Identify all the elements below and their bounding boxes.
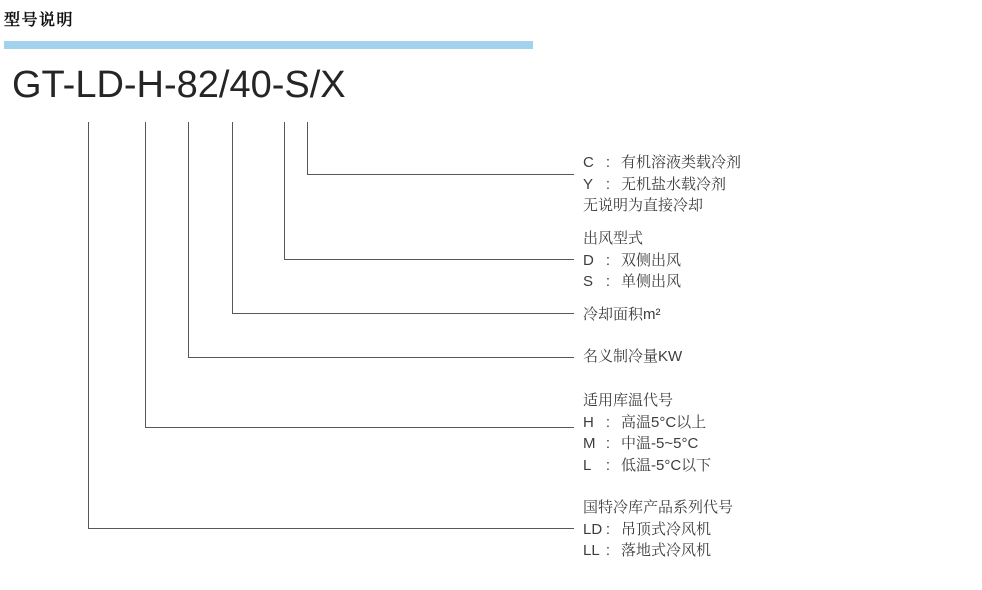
- legend-row: [583, 519, 733, 541]
- legend-series-code: [583, 497, 733, 562]
- code-label: LL: [583, 542, 600, 559]
- code-description: 有机溶液类载冷剂: [621, 154, 742, 171]
- page-title: 型号说明: [4, 12, 75, 29]
- legend-row: [583, 152, 741, 174]
- model-number: GT-LD-H-82/40-S/X: [12, 64, 346, 106]
- colon-separator: :: [605, 542, 611, 559]
- colon-separator: :: [605, 456, 611, 474]
- legend-label: 冷却面积m²: [583, 306, 661, 323]
- legend-air-outlet: [583, 228, 681, 293]
- colon-separator: :: [605, 154, 611, 171]
- code-description: 中温-5~5°C: [621, 435, 699, 452]
- legend-group-title: 适用库温代号: [583, 392, 674, 409]
- code-label: M: [583, 435, 596, 452]
- colon-separator: :: [605, 175, 611, 193]
- legend-coolant-type: [583, 152, 741, 217]
- legend-row: [583, 412, 711, 434]
- code-label: S: [583, 273, 594, 290]
- title-underline-bar: [4, 41, 533, 49]
- connector-line-coolant: [307, 122, 574, 175]
- colon-separator: :: [605, 435, 611, 452]
- code-description: 落地式冷风机: [621, 542, 712, 559]
- code-label: Y: [583, 175, 594, 193]
- legend-row: [583, 250, 681, 272]
- code-label: C: [583, 154, 594, 171]
- colon-separator: :: [605, 413, 611, 431]
- code-description: 无机盐水载冷剂: [621, 175, 727, 193]
- legend-cooling-capacity: [583, 346, 682, 368]
- code-label: D: [583, 251, 594, 269]
- colon-separator: :: [605, 273, 611, 290]
- code-description: 单侧出风: [621, 273, 682, 290]
- legend-row: [583, 455, 711, 477]
- colon-separator: :: [605, 251, 611, 269]
- legend-row: [583, 540, 733, 562]
- legend-cooling-area: [583, 304, 661, 326]
- code-label: LD: [583, 520, 603, 538]
- code-description: 低温-5°C以下: [621, 456, 712, 474]
- legend-row: [583, 174, 741, 196]
- legend-temp-code: [583, 390, 711, 476]
- legend-group-title: 出风型式: [583, 230, 644, 247]
- code-label: L: [583, 456, 592, 474]
- legend-row: [583, 433, 711, 455]
- legend-row: [583, 271, 681, 293]
- legend-note: 无说明为直接冷却: [583, 197, 704, 214]
- legend-label: 名义制冷量KW: [583, 348, 683, 365]
- code-description: 双侧出风: [621, 251, 682, 269]
- code-description: 吊顶式冷风机: [621, 520, 712, 538]
- colon-separator: :: [605, 520, 611, 538]
- legend-group-title: 国特冷库产品系列代号: [583, 499, 734, 516]
- code-label: H: [583, 413, 594, 431]
- code-description: 高温5°C以上: [621, 413, 707, 431]
